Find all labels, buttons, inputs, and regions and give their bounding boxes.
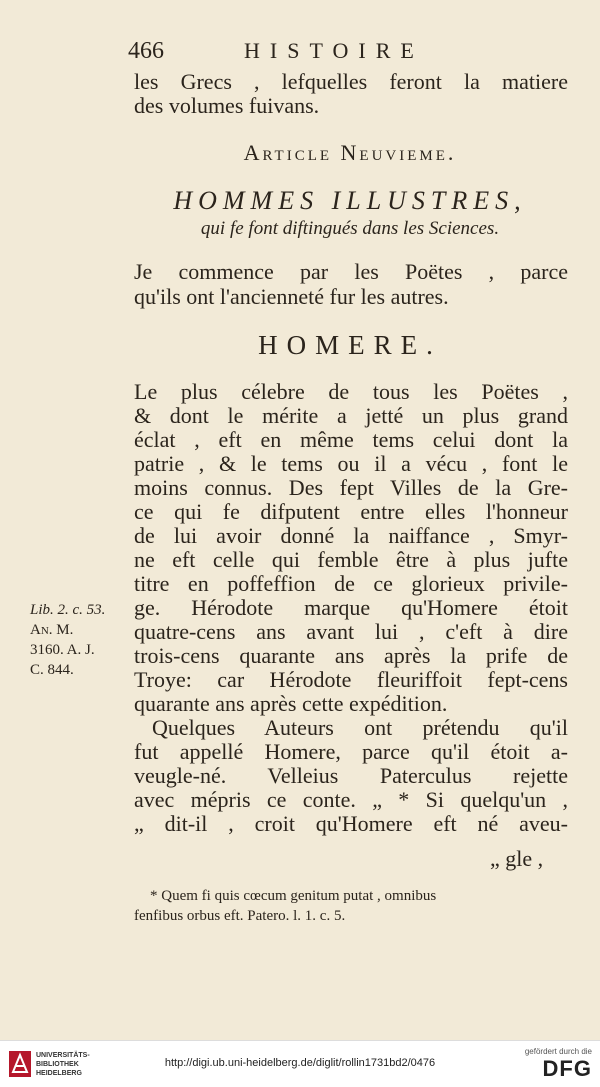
section-title: HOMMES ILLUSTRES, — [173, 186, 527, 215]
text-line: & dont le mérite a jetté un plus grand — [134, 404, 568, 428]
text-line: quatre-cens ans avant lui , c'eft à dire — [134, 620, 568, 644]
chapter-title: HOMERE. — [258, 330, 442, 360]
section-subtitle: qui fe font diftingués dans les Sciences. — [200, 218, 500, 239]
text-line: Je commence par les Poëtes , parce — [134, 260, 568, 284]
text-line: Le plus célebre de tous les Poëtes , — [134, 380, 568, 404]
text-line: patrie , & le tems ou il a vécu , font le — [134, 452, 568, 476]
margin-note-line: An. M. — [30, 622, 74, 638]
text-line: „ dit-il , croit qu'Homere eft né aveu- — [134, 812, 568, 836]
text-line: trois-cens quarante ans après la prife de — [134, 644, 568, 668]
text-line: qu'ils ont l'ancienneté fur les autres. — [134, 285, 449, 309]
margin-note — [30, 600, 120, 680]
footnote-line: * Quem fi quis cœcum genitum putat , omnibus — [150, 888, 437, 904]
article-heading: Article Neuvieme. — [243, 140, 457, 165]
text-line: ne eft celle qui femble être à plus jufte — [134, 548, 568, 572]
text-line: éclat , eft en même tems celui dont la — [134, 428, 568, 452]
text-line: ce qui fe difputent entre elles l'honneur — [134, 500, 568, 524]
text-line: moins connus. Des fept Villes de la Gre- — [134, 476, 568, 500]
dfg-caption: gefördert durch die — [524, 1047, 592, 1056]
text-line: veugle-né. Velleius Paterculus rejette — [134, 764, 568, 788]
margin-note-line: 3160. A. J. — [30, 642, 95, 658]
margin-note-line: C. 844. — [30, 662, 74, 678]
page-number: 466 — [128, 38, 164, 64]
logo-line: BIBLIOTHEK — [36, 1061, 79, 1068]
page-header — [128, 38, 548, 68]
footnote-line: fenfibus orbus eft. Patero. l. 1. c. 5. — [134, 908, 346, 924]
text-line: avec mépris ce conte. „ * Si quelqu'un , — [134, 788, 568, 812]
text-line: les Grecs , lefquelles feront la matiere — [134, 70, 568, 94]
text-line: quarante ans après cette expédition. — [134, 692, 448, 716]
text-line: Quelques Auteurs ont prétendu qu'il — [152, 716, 568, 740]
running-head: HISTOIRE — [244, 38, 424, 63]
margin-note-line: Lib. 2. c. 53. — [30, 602, 106, 618]
logo-line: UNIVERSITÄTS- — [36, 1052, 90, 1059]
source-url[interactable]: http://digi.ub.uni-heidelberg.de/diglit/rollin1731bd2/0476 — [164, 1057, 436, 1069]
logo-line: HEIDELBERG — [36, 1070, 82, 1077]
text-line: fut appellé Homere, parce qu'il étoit a- — [134, 740, 568, 764]
viewer-footer — [0, 1040, 600, 1087]
text-line: de lui avoir donné la naiffance , Smyr- — [134, 524, 568, 548]
text-line: ge. Hérodote marque qu'Homere étoit — [134, 596, 568, 620]
text-line: Troye: car Hérodote fleuriffoit fept-cens — [134, 668, 568, 692]
text-line: titre en poffeffion de ce glorieux privile- — [134, 572, 568, 596]
catchword: „ gle , — [490, 846, 544, 871]
dfg-logo: DFG — [542, 1056, 592, 1081]
text-line: des volumes fuivans. — [134, 94, 320, 118]
